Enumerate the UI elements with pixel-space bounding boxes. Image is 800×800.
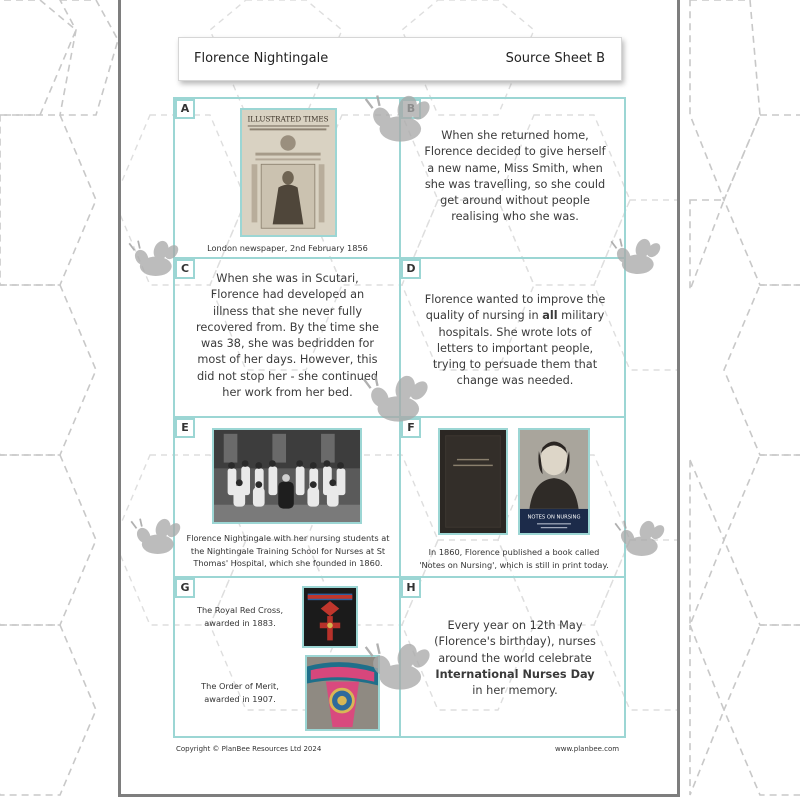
nightingale-portrait	[518, 428, 590, 535]
source-e-caption-line: Thomas' Hospital, which she founded in 1860.	[193, 558, 383, 568]
source-e-caption	[178, 532, 398, 570]
source-d-text-part: military	[557, 309, 605, 323]
book-cover-title: NOTES ON NURSING	[527, 514, 581, 521]
source-d-line: hospitals. She wrote lots of	[438, 325, 592, 339]
newspaper-masthead: ILLUSTRATED TIMES	[247, 114, 329, 124]
source-e-caption-line: Florence Nightingale with her nursing students at	[186, 533, 390, 543]
source-b-line: a new name, Miss Smith, when	[427, 161, 603, 175]
source-f-caption-line: 'Notes on Nursing', which is still in print today.	[419, 559, 609, 570]
bee-icon	[360, 372, 432, 432]
source-h-line: in her memory.	[472, 684, 558, 698]
source-g-caption-line: The Order of Merit,	[201, 681, 279, 691]
sheet-header	[178, 37, 622, 81]
bee-icon	[612, 518, 668, 564]
source-c-line: recovered from. By the time she	[196, 320, 379, 334]
source-label-h: H	[401, 578, 421, 598]
sheet-title: Florence Nightingale	[194, 51, 329, 66]
bee-icon	[128, 516, 184, 562]
source-d-line: letters to important people,	[436, 341, 594, 355]
source-c-line: When she was in Scutari,	[216, 272, 359, 285]
source-h-line: Every year on 12th May	[447, 619, 583, 632]
source-d-text	[405, 292, 625, 390]
source-label-g: G	[175, 578, 195, 598]
source-c-line: was 38, she was bedridden for	[200, 337, 375, 351]
source-c-line: her work from her bed.	[222, 386, 353, 400]
source-g-caption-line: The Royal Red Cross,	[196, 605, 284, 615]
order-of-merit-caption	[190, 680, 290, 705]
source-b-line: get around without people	[440, 194, 590, 208]
newspaper-image	[240, 108, 337, 237]
source-label-c: C	[175, 259, 195, 279]
royal-red-cross-medal-image	[302, 586, 358, 648]
sheet-number: Source Sheet B	[505, 51, 605, 66]
source-g-caption-line: awarded in 1883.	[204, 617, 276, 628]
source-c-line: illness that she never fully	[212, 304, 363, 318]
source-f-caption	[404, 546, 624, 571]
bee-icon	[362, 640, 434, 700]
source-g-caption-line: awarded in 1907.	[204, 693, 276, 704]
grid-divider-row-1	[173, 257, 626, 259]
source-b-line: realising who she was.	[451, 210, 579, 224]
source-b-line: When she returned home,	[441, 129, 589, 142]
bee-icon	[126, 238, 182, 284]
source-c-line: most of her days. However, this	[197, 353, 378, 367]
source-b-line: Florence decided to give herself	[424, 145, 606, 159]
source-h-text	[405, 618, 625, 699]
source-h-line: (Florence's birthday), nurses	[434, 635, 596, 649]
source-label-d: D	[401, 259, 421, 279]
source-a-caption: London newspaper, 2nd February 1856	[207, 243, 368, 253]
grid-divider-row-3	[173, 576, 626, 578]
bee-icon	[362, 92, 434, 152]
source-h-line: around the world celebrate	[438, 651, 592, 665]
source-d-line: Florence wanted to improve the	[424, 293, 606, 306]
book-cover-image	[438, 428, 508, 535]
copyright-footer: Copyright © PlanBee Resources Ltd 2024	[176, 745, 322, 753]
source-label-e: E	[175, 418, 195, 438]
source-b-text	[405, 128, 625, 226]
source-d-line	[405, 308, 625, 324]
source-c-line: Florence had developed an	[210, 288, 365, 302]
source-h-bold-line: International Nurses Day	[435, 667, 595, 681]
source-c-line: did not stop her - she continued	[196, 369, 379, 383]
source-f-caption-line: In 1860, Florence published a book called	[428, 547, 600, 557]
source-b-line: she was travelling, so she could	[424, 177, 606, 191]
website-footer: www.planbee.com	[555, 745, 620, 753]
source-d-line: trying to persuade them that	[432, 358, 598, 372]
source-e-caption-line: the Nightingale Training School for Nurses at St	[190, 545, 386, 556]
royal-red-cross-caption	[190, 604, 290, 629]
source-label-a: A	[175, 99, 195, 119]
source-label-f: F	[401, 418, 421, 438]
source-d-text-part: quality of nursing in	[425, 309, 543, 323]
source-d-line: change was needed.	[456, 374, 574, 388]
bee-icon	[608, 236, 664, 282]
source-d-bold-word: all	[542, 309, 558, 323]
nursing-students-photo	[212, 428, 362, 524]
